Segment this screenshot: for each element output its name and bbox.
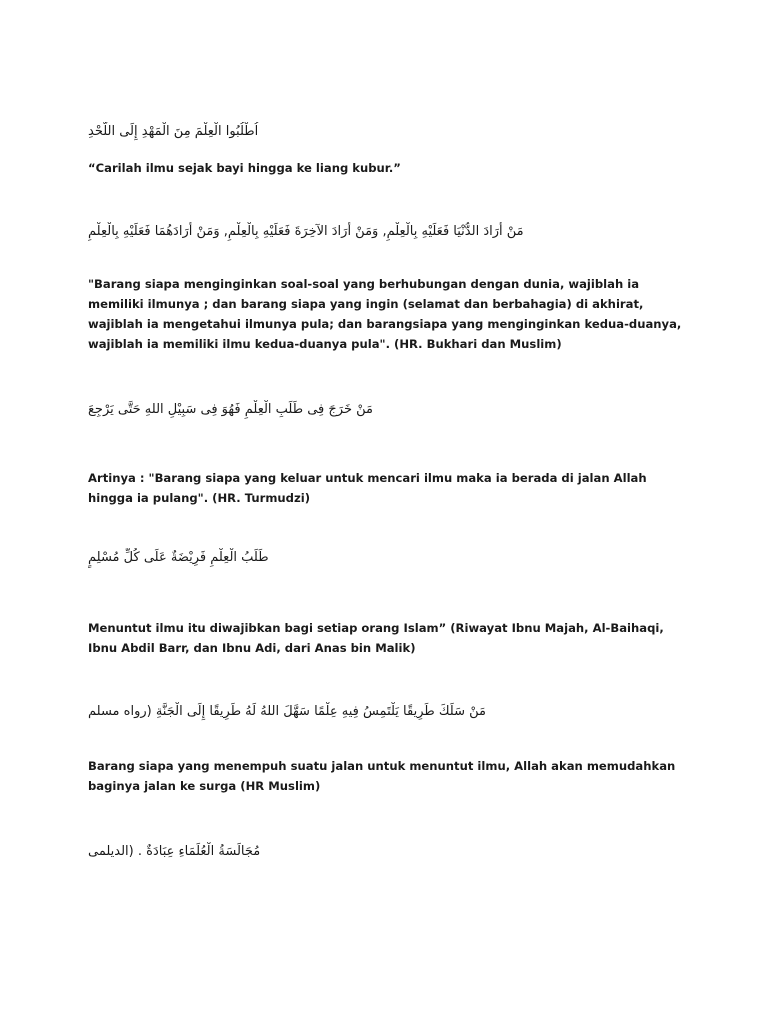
translation-4-reference: (Riwayat Ibnu Majah, Al-Baihaqi, Ibnu Abdil Barr, dan Ibnu Adi, dari Anas bin Malik) — [88, 621, 664, 655]
translation-1: “Carilah ilmu sejak bayi hingga ke liang kubur.” — [88, 161, 401, 175]
arabic-hadith-1: اُطْلُبُوا الْعِلْمَ مِنَ الْمَهْدِ إِلَى اللَّحْدِ — [88, 124, 259, 139]
arabic-hadith-5: مَنْ سَلَكَ طَرِيقًا يَلْتَمِسُ فِيهِ عِلْمًا سَهَّلَ اللهُ لَهُ طَرِيقًا إِلَى الْجَنَّةِ (رواه مسلم — [88, 704, 486, 719]
translation-2 — [88, 274, 688, 354]
arabic-hadith-4: طَلَبُ الْعِلْمِ فَرِيْضَةٌ عَلَى كُلِّ مُسْلِمٍ — [88, 550, 269, 565]
arabic-hadith-3: مَنْ خَرَجَ فِى طَلَبِ الْعِلْمِ فَهُوَ فِى سَبِيْلِ اللهِ حَتَّى يَرْجِعَ — [88, 402, 373, 417]
translation-3: Artinya : "Barang siapa yang keluar untuk mencari ilmu maka ia berada di jalan Allah hingga ia pulang". (HR. Turmudzi) — [88, 471, 647, 505]
translation-2-quote: "Barang siapa menginginkan soal-soal yang berhubungan dengan dunia, wajiblah ia memiliki ilmunya ; dan barang siapa yang ingin (selamat dan berbahagia) di akhirat, wajiblah ia mengetahui ilmunya pula; dan barangsiapa yang menginginkan kedua-duanya, wajiblah ia memiliki ilmu kedua-duanya pula". — [88, 277, 682, 351]
translation-2-reference: (HR. Bukhari dan Muslim) — [389, 337, 562, 351]
arabic-hadith-6: مُجَالَسَةُ الْعُلَمَاءِ عِبَادَةٌ . (الديلمى — [88, 844, 261, 859]
translation-5: Barang siapa yang menempuh suatu jalan untuk menuntut ilmu, Allah akan memudahkan baginya jalan ke surga (HR Muslim) — [88, 759, 676, 793]
translation-4-quote: Menuntut ilmu itu diwajibkan bagi setiap orang Islam” — [88, 621, 447, 635]
translation-4 — [88, 618, 688, 658]
arabic-hadith-2: مَنْ أَرَادَ الدُّنْيَا فَعَلَيْهِ بِالْعِلْمِ, وَمَنْ أَرَادَ الآخِرَةَ فَعَلَيْهِ بِالْعِلْمِ, وَمَنْ أَرَادَهُمَا فَعَلَيْهِ بِالْعِلْمِ — [88, 224, 524, 239]
